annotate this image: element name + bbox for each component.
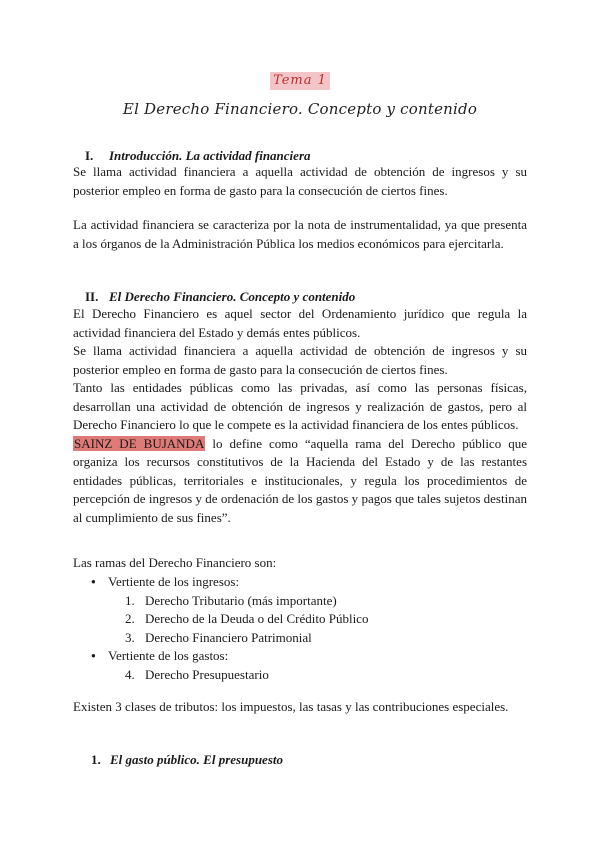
paragraph-text: Se llama actividad financiera a aquella actividad de obtención de ingresos y su posterior empleo en forma de gasto para la consecución de ciertos fines. bbox=[73, 164, 527, 198]
tributos-paragraph bbox=[73, 698, 527, 717]
section-1-paragraph-1 bbox=[73, 163, 527, 200]
item-text: Derecho Financiero Patrimonial bbox=[145, 629, 312, 645]
section-2-heading bbox=[85, 289, 355, 305]
list-item bbox=[73, 629, 527, 648]
definition-text: lo define como “aquella rama del Derecho público que organiza los recursos constitutivos de la Hacienda del Estado y de las restantes entidades públicas, territoriales e institucionales, y regula los procedimientos de percepción de ingresos y de ordenación de los gastos y pagos que tales sujetos destinan al cumplimiento de sus fines”. bbox=[73, 435, 527, 525]
section-1-paragraph-2 bbox=[73, 216, 527, 253]
document-subtitle: El Derecho Financiero. Concepto y contenido bbox=[122, 100, 478, 118]
list-item bbox=[73, 610, 527, 629]
list-item: ● Vertiente de los gastos: bbox=[73, 647, 527, 666]
paragraph-text: Se llama actividad financiera a aquella actividad de obtención de ingresos y su posterior empleo en forma de gasto para la consecución de ciertos fines. bbox=[73, 343, 527, 377]
subsection-1-title: El gasto público. El presupuesto bbox=[110, 752, 283, 767]
paragraph-text: El Derecho Financiero es aquel sector del Ordenamiento jurídico que regula la actividad financiera del Estado y demás entes públicos. bbox=[73, 306, 527, 340]
section-2-title: El Derecho Financiero. Concepto y contenido bbox=[109, 289, 356, 304]
item-text: Derecho de la Deuda o del Crédito Público bbox=[145, 611, 369, 626]
subsection-1-number: 1. bbox=[91, 752, 101, 767]
ramas-list bbox=[73, 573, 527, 684]
paragraph-text: Tanto las entidades públicas como las privadas, así como las personas físicas, desarrollan una actividad de obtención de ingresos y realización de gastos, pero al Derecho Financiero lo que le compete es la actividad financiera de los entes públicos. bbox=[73, 380, 527, 432]
title-block bbox=[0, 72, 600, 90]
subsection-1-heading bbox=[91, 752, 283, 768]
section-1-title: Introducción. La actividad financiera bbox=[109, 148, 311, 163]
section-2-number: II. bbox=[85, 289, 99, 304]
list-item bbox=[73, 592, 527, 611]
highlighted-author: SAINZ DE BUJANDA bbox=[74, 435, 205, 451]
list-item bbox=[73, 666, 527, 685]
section-1-heading bbox=[85, 148, 311, 164]
list-item: ● Vertiente de los ingresos: bbox=[73, 573, 527, 592]
tema-label: Tema 1 bbox=[270, 72, 330, 90]
paragraph-text: Las ramas del Derecho Financiero son: bbox=[73, 555, 277, 570]
sainz-definition-paragraph bbox=[73, 435, 527, 528]
section-1-number: I. bbox=[85, 148, 94, 163]
item-text: Derecho Presupuestario bbox=[145, 666, 269, 682]
item-number: 2. bbox=[125, 611, 135, 626]
item-number: 3. bbox=[125, 629, 135, 645]
section-2-body bbox=[73, 305, 527, 527]
item-number: 4. bbox=[125, 666, 135, 682]
item-text: Derecho Tributario (más importante) bbox=[145, 592, 337, 608]
paragraph-text: La actividad financiera se caracteriza por la nota de instrumentalidad, ya que presenta a los órganos de la Administración Pública los medios económicos para ejercitarla. bbox=[73, 217, 527, 251]
item-number: 1. bbox=[125, 592, 135, 608]
paragraph-text: Existen 3 clases de tributos: los impuestos, las tasas y las contribuciones especiales. bbox=[73, 699, 509, 714]
ramas-intro bbox=[73, 554, 527, 573]
